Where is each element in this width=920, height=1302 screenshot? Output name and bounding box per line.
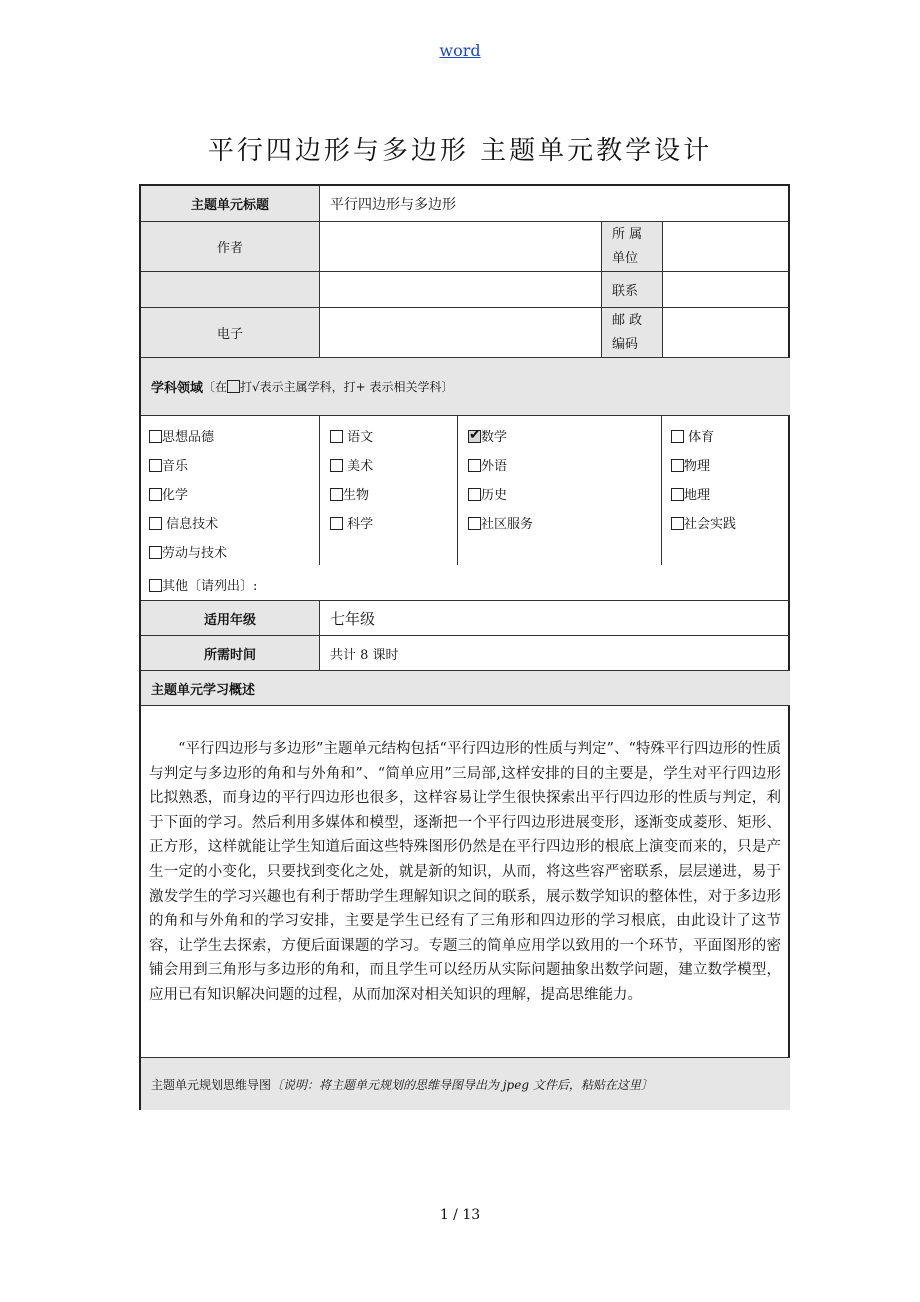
subject-col-divider-1 xyxy=(319,416,320,565)
subject-area-header xyxy=(141,358,790,416)
contact-row-label xyxy=(141,272,320,308)
checkbox-icon[interactable] xyxy=(149,488,162,501)
subject-label: 地理 xyxy=(684,488,711,503)
other-subject-label: 其他〔请列出〕: xyxy=(162,579,258,594)
subject-item[interactable] xyxy=(149,455,188,474)
mindmap-row xyxy=(141,1058,790,1110)
subject-label: 社区服务 xyxy=(481,517,534,532)
subject-item[interactable] xyxy=(330,513,373,532)
subject-item[interactable] xyxy=(671,455,710,474)
postal-label-line1: 邮 政 xyxy=(612,312,643,328)
subject-col-divider-2 xyxy=(457,416,458,565)
checkbox-icon[interactable] xyxy=(671,488,684,501)
unit-label-line2: 单位 xyxy=(612,250,639,266)
unit-value xyxy=(663,222,790,272)
mindmap-label: 主题单元规划思维导图 xyxy=(151,1077,272,1092)
subject-item[interactable] xyxy=(330,484,369,503)
subject-label: 信息技术 xyxy=(162,517,219,532)
overview-text-block xyxy=(149,737,781,1008)
postal-value xyxy=(663,308,790,358)
checkbox-icon[interactable] xyxy=(468,517,481,530)
checkbox-icon[interactable] xyxy=(149,430,162,443)
subject-item[interactable] xyxy=(149,542,227,561)
subject-item[interactable] xyxy=(671,484,710,503)
subject-label: 科学 xyxy=(343,517,374,532)
header-word-link[interactable]: word xyxy=(439,41,481,60)
subject-label: 化学 xyxy=(162,488,189,503)
checkbox-icon[interactable] xyxy=(149,517,162,530)
subject-item[interactable] xyxy=(149,426,214,445)
overview-paragraph: “平行四边形与多边形”主题单元结构包括“平行四边形的性质与判定”、“特殊平行四边形的性质与判定与多边形的角和与外角和”、“简单应用”三局部,这样安排的目的主要是，学生对平行四边形比拟熟悉，而身边的平行四边形也很多，这样容易让学生很快探索出平行四边形的性质与判定，利于下面的学习。然后利用多媒体和模型，逐渐把一个平行四边形进展变形，逐渐变成菱形、矩形、正方形，这样就能让学生知道后面这些特殊图形仍然是在平行四边形的根底上演变而来的，只是产生一定的小变化，只要找到变化之处，就是新的知识，从而，将这些容严密联系，层层递进，易于激发学生的学习兴趣也有利于帮助学生理解知识之间的联系，展示数学知识的整体性，对于多边形的角和与外角和的学习安排，主要是学生已经有了三角形和四边形的学习根底，由此设计了这节容，让学生去探索，方便后面课题的学习。专题三的简单应用学以致用的一个环节，平面图形的密铺会用到三角形与多边形的角和，而且学生可以经历从实际问题抽象出数学问题，建立数学模型，应用已有知识解决问题的过程，从而加深对相关知识的理解，提高思维能力。 xyxy=(149,741,781,1003)
checkbox-icon[interactable] xyxy=(330,488,343,501)
subject-item[interactable] xyxy=(468,484,507,503)
checkbox-icon[interactable] xyxy=(671,430,684,443)
grade-value: 七年级 xyxy=(320,601,790,636)
subject-label: 社会实践 xyxy=(684,517,737,532)
subject-item[interactable] xyxy=(671,426,714,445)
subject-label: 语文 xyxy=(343,430,374,445)
unit-design-table xyxy=(139,184,790,1110)
subject-label: 音乐 xyxy=(162,459,189,474)
subject-area-label: 学科领域 xyxy=(151,381,204,396)
topic-label: 主题单元标题 xyxy=(141,186,320,222)
author-label: 作者 xyxy=(141,222,320,272)
postal-label-line2: 编码 xyxy=(612,336,639,352)
grade-label: 适用年级 xyxy=(141,601,320,636)
checkbox-icon[interactable] xyxy=(149,579,162,592)
other-subject-row xyxy=(141,565,790,601)
subject-label: 体育 xyxy=(684,430,715,445)
checkbox-icon[interactable] xyxy=(468,459,481,472)
subject-item-math[interactable] xyxy=(468,426,507,445)
subject-label: 思想品德 xyxy=(162,430,215,445)
checkbox-icon[interactable] xyxy=(671,517,684,530)
topic-value: 平行四边形与多边形 xyxy=(320,186,790,222)
email-value xyxy=(320,308,602,358)
checkbox-icon[interactable] xyxy=(671,459,684,472)
checkbox-icon[interactable] xyxy=(468,488,481,501)
subject-col-divider-3 xyxy=(661,416,662,565)
subject-item[interactable] xyxy=(468,455,507,474)
mindmap-note: 〔说明：将主题单元规划的思维导图导出为 jpeg 文件后，粘贴在这里〕 xyxy=(271,1077,653,1092)
subject-item[interactable] xyxy=(468,513,533,532)
checkbox-icon[interactable] xyxy=(330,430,343,443)
checkbox-icon[interactable] xyxy=(149,459,162,472)
subject-label: 外语 xyxy=(481,459,508,474)
checkbox-icon[interactable] xyxy=(149,546,162,559)
subject-label: 数学 xyxy=(481,430,508,445)
page-number: 1 / 13 xyxy=(439,1207,481,1223)
checkbox-icon[interactable] xyxy=(330,459,343,472)
time-value: 共计 8 课时 xyxy=(320,636,790,671)
postal-label xyxy=(602,308,663,358)
overview-label: 主题单元学习概述 xyxy=(141,671,790,706)
subject-area-hint-post: 打√表示主属学科，打+ 表示相关学科〕 xyxy=(240,380,454,394)
subject-label: 劳动与技术 xyxy=(162,546,228,561)
subject-label: 美术 xyxy=(343,459,374,474)
subject-label: 历史 xyxy=(481,488,508,503)
subject-item[interactable] xyxy=(149,513,218,532)
checked-checkbox-icon[interactable] xyxy=(468,430,481,443)
subject-label: 物理 xyxy=(684,459,711,474)
subject-item[interactable] xyxy=(330,455,373,474)
subject-label: 生物 xyxy=(343,488,370,503)
subject-area-hint-pre: 〔在 xyxy=(203,380,228,394)
subject-item-other[interactable] xyxy=(149,575,257,594)
checkbox-icon[interactable] xyxy=(330,517,343,530)
subject-item[interactable] xyxy=(671,513,736,532)
unit-label-line1: 所 属 xyxy=(612,226,643,242)
contact-label: 联系 xyxy=(602,272,663,308)
subject-item[interactable] xyxy=(330,426,373,445)
email-label: 电子 xyxy=(141,308,320,358)
author-value xyxy=(320,222,602,272)
time-label: 所需时间 xyxy=(141,636,320,671)
document-title: 平行四边形与多边形 主题单元教学设计 xyxy=(207,136,713,166)
contact-row-value xyxy=(320,272,602,308)
subject-item[interactable] xyxy=(149,484,188,503)
contact-value xyxy=(663,272,790,308)
legend-checkbox-icon xyxy=(227,380,240,393)
unit-label xyxy=(602,222,663,272)
